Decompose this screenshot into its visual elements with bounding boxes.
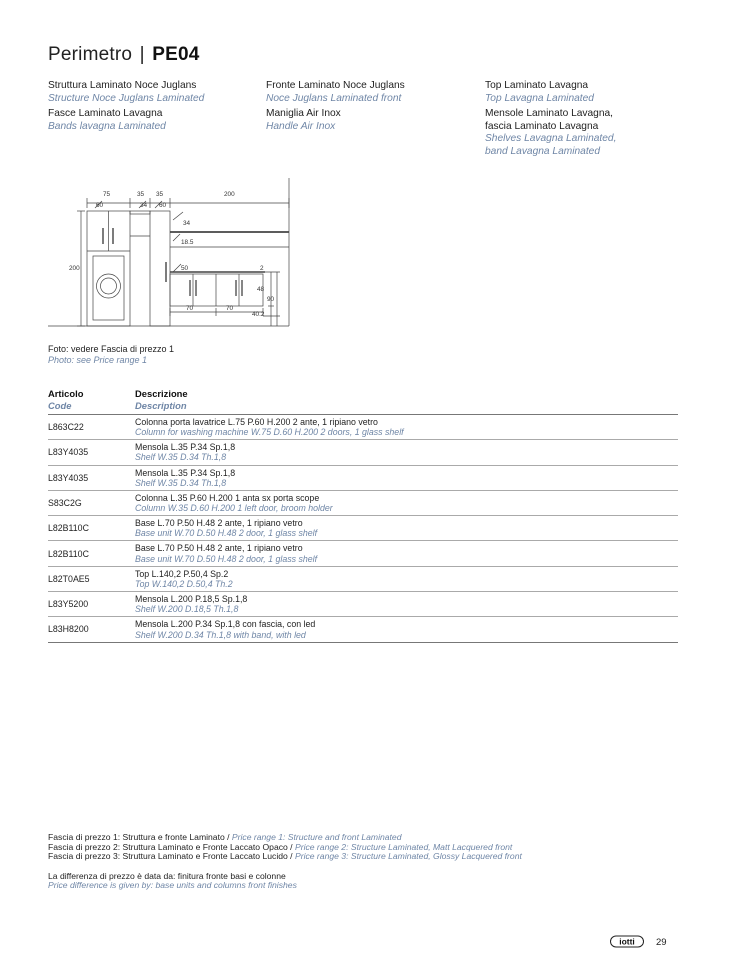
table-row [48,516,678,541]
dim-label: 70 [226,305,234,312]
spec-en: Structure Noce Juglans Laminated [48,92,205,104]
row-code: L83Y5200 [48,599,89,610]
spec-item [266,108,466,133]
dim-label: 2 [260,265,264,272]
spec-it: Fasce Laminato Lavagna [48,108,163,119]
dim-label: 75 [103,191,111,198]
price-range-it: Fascia di prezzo 1: Struttura e fronte Laminato / [48,832,232,842]
brand-logo [610,935,644,949]
row-desc-it: Base L.70 P.50 H.48 2 ante, 1 ripiano vetro [135,518,303,529]
title-separator: | [139,44,145,65]
price-range-line [48,852,522,862]
row-desc-en: Shelf W.35 D.34 Th.1,8 [135,477,227,488]
table-header [48,388,678,415]
row-desc-it: Mensola L.35 P.34 Sp.1,8 [135,442,236,453]
row-desc-en: Shelf W.200 D.18,5 Th.1,8 [135,604,239,615]
table-row [48,592,678,617]
table-row [48,541,678,566]
spec-en: Noce Juglans Laminated front [266,92,402,104]
header-code [48,388,135,411]
row-code: L863C22 [48,422,84,433]
page-title [48,44,200,66]
photo-note-en: Photo: see Price range 1 [48,355,148,365]
row-code: S83C2G [48,497,82,508]
row-description [135,417,404,437]
price-range-en: Price range 3: Structure Laminated, Glossy Lacquered front [294,851,522,862]
table-row [48,617,678,642]
depth-mark [173,212,183,220]
header-desc-it: Descrizione [135,388,188,399]
row-desc-it: Mensola L.35 P.34 Sp.1,8 [135,467,236,478]
technical-drawing [40,176,300,332]
spec-en: Shelves Lavagna Laminated, [485,133,617,144]
table-row [48,491,678,516]
table-row [48,440,678,465]
price-difference-en: Price difference is given by: base units and columns front finishes [48,880,297,891]
dim-label: 35 [137,191,145,198]
table-row [48,415,678,440]
photo-note [48,344,174,366]
shelf [130,211,150,214]
row-desc-en: Column for washing machine W.75 D.60 H.200 2 doors, 1 glass shelf [135,427,404,438]
spec-it: Fronte Laminato Noce Juglans [266,80,405,91]
washer-drum [97,274,121,298]
title-code: PE04 [152,44,200,65]
price-range-en: Price range 2: Structure Laminated, Matt Lacquered front [294,841,513,852]
row-description [135,442,235,462]
spec-it: Struttura Laminato Noce Juglans [48,80,197,91]
dim-label: 60 [159,202,167,209]
dim-label: 34 [183,220,191,227]
dim-label: 60 [96,202,104,209]
row-desc-en: Column W.35 D.60 H.200 1 left door, broom holder [135,503,333,514]
table-row [48,466,678,491]
row-description [135,619,315,639]
row-code: L82B110C [48,523,89,534]
price-range-notes [48,833,522,891]
row-desc-it: Mensola L.200 P.18,5 Sp.1,8 [135,594,248,605]
spec-column-3 [485,80,685,161]
price-range-it: Fascia di prezzo 3: Struttura Laminato e Fronte Laccato Lucido / [48,851,295,862]
row-description [135,493,333,513]
table-row [48,567,678,592]
row-code: L83H8200 [48,624,89,635]
spec-it: fascia Laminato Lavagna [485,120,599,132]
row-desc-it: Mensola L.200 P.34 Sp.1,8 con fascia, con led [135,619,316,630]
header-desc-en: Description [135,399,187,411]
row-code: L83Y4035 [48,447,89,458]
row-code: L82T0AE5 [48,573,90,584]
dim-label: 35 [156,191,164,198]
spec-en: Handle Air Inox [266,120,336,132]
washer-body [93,256,124,320]
spec-item [485,108,685,158]
header-code-it: Articolo [48,388,84,399]
price-difference-it: La differenza di prezzo è data da: finitura fronte basi e colonne [48,870,286,881]
price-range-en: Price range 1: Structure and front Laminated [231,832,402,842]
spec-item [48,108,248,133]
base-units [170,274,263,306]
row-desc-it: Colonna L.35 P.60 H.200 1 anta sx porta scope [135,492,320,503]
depth-mark [173,234,180,241]
dim-label: 200 [69,265,80,272]
row-description [135,468,235,488]
dim-label: 70 [186,305,194,312]
dim-label: 18.5 [181,239,194,246]
row-desc-en: Top W.140,2 D.50,4 Th.2 [135,578,233,589]
spec-en: Top Lavagna Laminated [485,92,594,104]
spec-it: Mensole Laminato Lavagna, [485,108,613,119]
title-collection: Perimetro [48,44,133,65]
spec-en: band Lavagna Laminated [485,145,600,157]
header-code-en: Code [48,399,72,411]
row-desc-en: Shelf W.200 D.34 Th.1,8 with band, with led [135,629,306,640]
row-desc-it: Top L.140,2 P.50,4 Sp.2 [135,568,229,579]
row-description [135,543,317,563]
row-desc-it: Base L.70 P.50 H.48 2 ante, 1 ripiano vetro [135,543,303,554]
row-description [135,518,317,538]
row-desc-it: Colonna porta lavatrice L.75 P.60 H.200 2 ante, 1 ripiano vetro [135,416,378,427]
depth-mark [173,264,181,272]
spec-column-2 [266,80,466,136]
page-number: 29 [656,937,667,948]
spec-it: Maniglia Air Inox [266,108,341,119]
photo-note-it: Foto: vedere Fascia di prezzo 1 [48,344,175,354]
spec-item [48,80,248,105]
dim-label: 48 [257,286,265,293]
row-description [135,569,233,589]
washer-drum-inner [101,278,117,294]
spec-item [485,80,685,105]
articles-table [48,388,678,643]
spec-column-1 [48,80,248,136]
broom-column [150,211,170,326]
row-desc-en: Base unit W.70 D.50 H.48 2 door, 1 glass shelf [135,553,318,564]
row-code: L82B110C [48,548,89,559]
row-desc-en: Base unit W.70 D.50 H.48 2 door, 1 glass shelf [135,528,318,539]
row-code: L83Y4035 [48,472,89,483]
spec-item [266,80,466,105]
dim-label: 90 [267,296,275,303]
price-range-it: Fascia di prezzo 2: Struttura Laminato e Fronte Laccato Opaco / [48,841,295,852]
dim-label: 34 [140,202,148,209]
dim-label: 50 [181,265,189,272]
row-description [135,594,247,614]
spec-en: Bands lavagna Laminated [48,120,166,132]
dimension-labels [69,191,275,318]
brand-logo-text: iotti [619,936,635,947]
row-desc-en: Shelf W.35 D.34 Th.1,8 [135,452,227,463]
dim-label: 40.2 [252,311,265,318]
dim-label: 200 [224,191,235,198]
spec-it: Top Laminato Lavagna [485,80,589,91]
header-description [135,388,188,411]
